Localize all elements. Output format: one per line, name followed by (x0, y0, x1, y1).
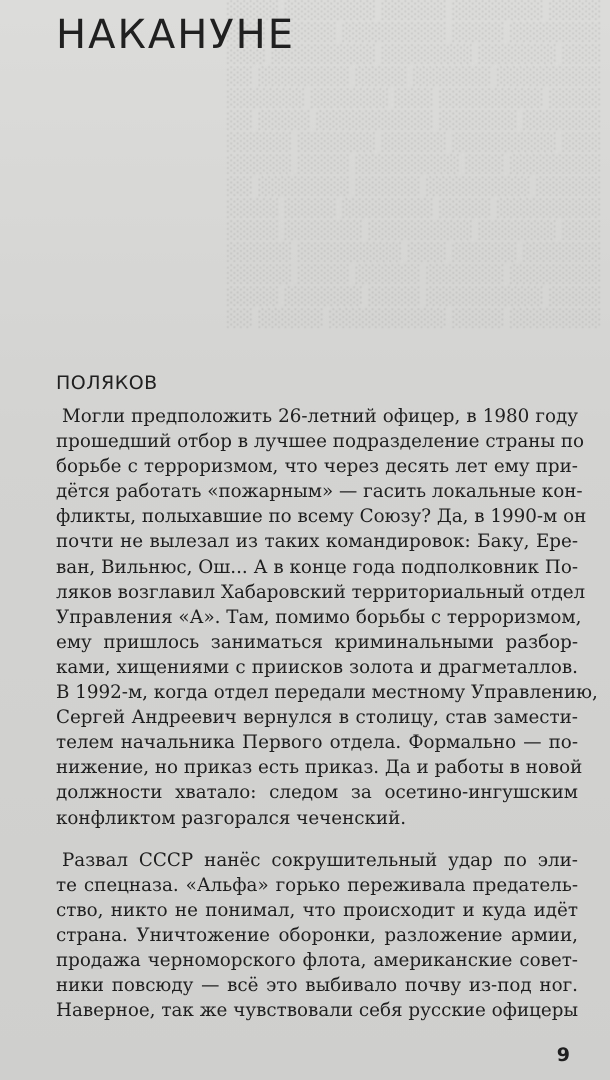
show-through-texture: ░░░░ ░░░░░░░ ░░░░░ ░░░░░░░ ░░░░ ░░░░░░░ ░░░░ ░░░░░░░░ ░░░░░ ░░░ ░░░ ░░░░░░ ░░░░░░░ ░░░░░░░░ ░░░ ░░░░░░░░ ░░░░░░ ░░░░ ░░░░░░░ ░░ ░░░░ ░░░░░░░░ ░░░ ░░░░░░ ░░░░░░ ░░░░░░ ░░░░░░ ░░░░░░░░░ ░░░░ ░░ ░░░ ░░░░░░░░ ░░░░░ ░░░░░░ ░░░░░ ░░░░░░░ ░░░ ░░░░░░░░ ░░░░ ░░░░░ ░░░░░ ░░░░░░░░ ░░░░░ ░░░░░░░ ░░ ░░░░░░░░ ░░░░ ░░░░░░░ ░░░░ ░░░░ ░░░ ░░░░░░ ░░░░░░░░ ░░░░░░ ░░░░ ░░░░░░ ░░░░░ ░░░ ░░░░░░░░ ░░░░░ ░░░░░░░ ░░░░░░ ░░░░░ ░░░░ ░░░░░ ░░░░ ░░░░░░░░░ ░░░░ ░░░░░░ ░░░░ ░░░░░░░ ░░░░ ░░░░░░░░░ ░░░░░ ░░ (225, 1, 600, 329)
text-line: прошедший отбор в лучшее подразделение страны по (56, 431, 585, 453)
paragraph (56, 404, 598, 831)
text-line: Развал СССР нанёс сокрушительный удар по эли- (62, 849, 578, 871)
section-title: ПОЛЯКОВ (56, 372, 158, 394)
text-line: почти не вылезал из таких командировок: Баку, Ере- (56, 531, 578, 553)
body-text (56, 404, 598, 1023)
text-line: ники повсюду — всё это выбивало почву из-под ног. (56, 975, 578, 997)
text-line: Сергей Андреевич вернулся в столицу, став замести- (56, 707, 578, 729)
text-line: ван, Вильнюс, Ош... А в конце года подполковник По- (56, 556, 578, 578)
text-line: те спецназа. «Альфа» горько переживала предатель- (56, 874, 578, 896)
text-line: конфликтом разгорался чеченский. (56, 807, 407, 829)
chapter-title: НАКАНУНЕ (56, 12, 296, 58)
text-line: страна. Уничтожение оборонки, разложение армии, (56, 924, 578, 946)
text-line: Управления «А». Там, помимо борьбы с терроризмом, (56, 606, 582, 628)
text-line: должности хватало: следом за осетино-ингушским (56, 782, 578, 804)
text-line: Наверное, так же чувствовали себя русские офицеры (56, 1000, 578, 1022)
text-line: Могли предположить 26-летний офицер, в 1980 году (62, 406, 578, 427)
page-number: 9 (556, 1044, 570, 1066)
text-line: ляков возглавил Хабаровский территориальный отдел (56, 581, 586, 603)
text-line: фликты, полыхавшие по всему Союзу? Да, в 1990-м он (56, 506, 587, 528)
text-line: дётся работать «пожарным» — гасить локальные кон- (56, 481, 583, 503)
text-line: В 1992-м, когда отдел передали местному Управлению, (56, 682, 598, 704)
text-line: ками, хищениями с приисков золота и драгметаллов. (56, 656, 578, 678)
text-line: телем начальника Первого отдела. Формально — по- (56, 732, 578, 754)
text-line: продажа черноморского флота, американские совет- (56, 949, 578, 971)
text-line: борьбе с терроризмом, что через десять лет ему при- (56, 456, 578, 478)
text-line: ему пришлось заниматься криминальными разбор- (56, 631, 578, 653)
paragraph (56, 848, 578, 1024)
text-line: нижение, но приказ есть приказ. Да и работы в новой (56, 757, 583, 779)
text-line: ство, никто не понимал, что происходит и куда идёт (56, 899, 578, 921)
